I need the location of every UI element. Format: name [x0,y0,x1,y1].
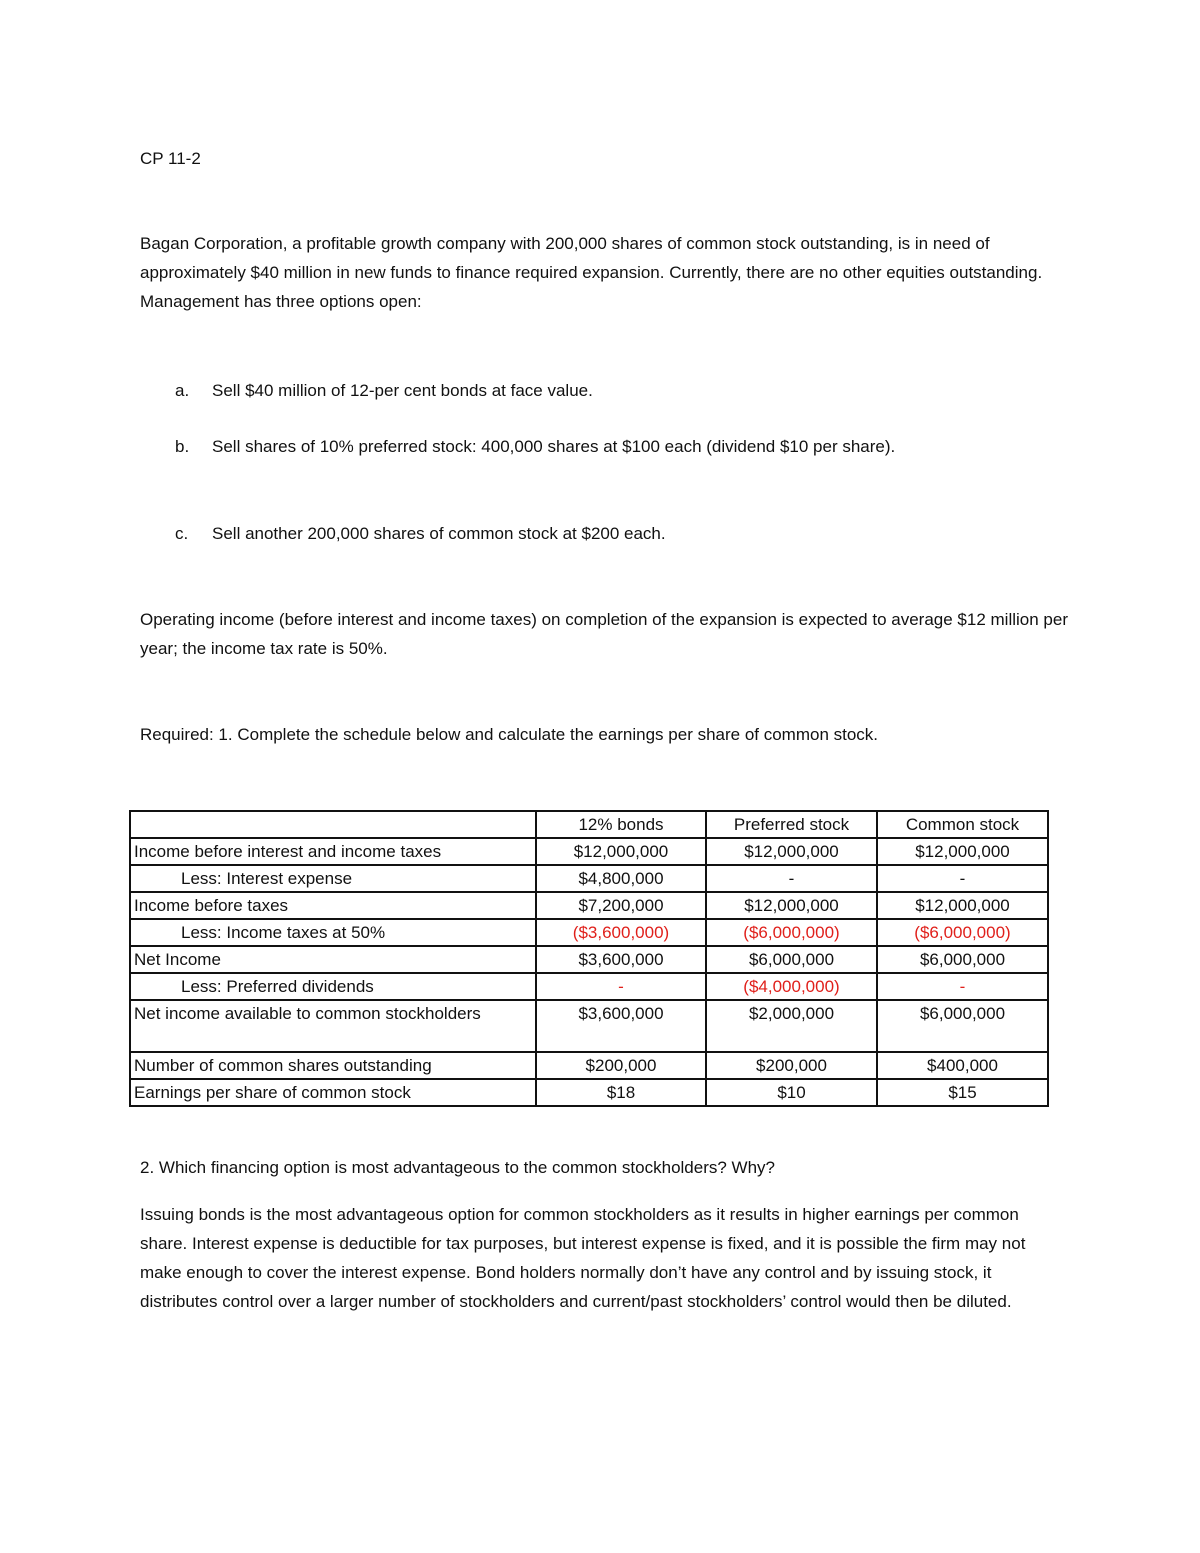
table-row [130,892,1048,919]
cell-preferred: $6,000,000 [706,946,877,973]
option-a-letter: a. [175,381,190,400]
table-row [130,838,1048,865]
cell-preferred: $10 [706,1079,877,1106]
cell-common: $12,000,000 [877,892,1048,919]
row-label: Net income available to common stockholders [130,1000,536,1052]
cell-bonds: $3,600,000 [536,946,706,973]
cell-common: - [877,973,1048,1000]
option-c-text: Sell another 200,000 shares of common stock at $200 each. [212,524,666,543]
cell-common: - [877,865,1048,892]
answer-2: Issuing bonds is the most advantageous option for common stockholders as it results in higher earnings per common share. Interest expense is deductible for tax purposes, but interest expense is fixed, and it is possible the firm may not make enough to cover the interest expense. Bond holders normally don’t have any control and by issuing stock, it distributes control over a larger number of stockholders and current/past stockholders’ control would then be diluted. [140,1205,1026,1311]
cell-common: $6,000,000 [877,1000,1048,1052]
cell-preferred: $2,000,000 [706,1000,877,1052]
required-paragraph: Required: 1. Complete the schedule below and calculate the earnings per share of common stock. [140,725,879,744]
cell-preferred: $200,000 [706,1052,877,1079]
cell-preferred: $12,000,000 [706,892,877,919]
cell-bonds: $200,000 [536,1052,706,1079]
table-row [130,865,1048,892]
cell-common: $400,000 [877,1052,1048,1079]
operating-paragraph: Operating income (before interest and income taxes) on completion of the expansion is expected to average $12 million per year; the income tax rate is 50%. [140,610,1068,658]
option-b-letter: b. [175,437,190,456]
header-blank [130,811,536,838]
earnings-schedule-table [129,810,1049,1107]
row-label: Less: Income taxes at 50% [130,919,536,946]
table-row [130,1052,1048,1079]
table-row [130,1079,1048,1106]
cell-preferred: - [706,865,877,892]
option-c [175,522,666,546]
cell-bonds: $4,800,000 [536,865,706,892]
row-label: Income before taxes [130,892,536,919]
header-common: Common stock [877,811,1048,838]
header-preferred: Preferred stock [706,811,877,838]
option-b [175,435,895,459]
cell-bonds: $3,600,000 [536,1000,706,1052]
cell-bonds: $18 [536,1079,706,1106]
page-title: CP 11-2 [140,149,201,168]
cell-preferred: $12,000,000 [706,838,877,865]
cell-bonds: $7,200,000 [536,892,706,919]
header-bonds: 12% bonds [536,811,706,838]
row-label: Number of common shares outstanding [130,1052,536,1079]
row-label: Less: Preferred dividends [130,973,536,1000]
cell-preferred: ($6,000,000) [706,919,877,946]
row-label: Income before interest and income taxes [130,838,536,865]
cell-common: ($6,000,000) [877,919,1048,946]
cell-bonds: ($3,600,000) [536,919,706,946]
table-row [130,973,1048,1000]
table-row [130,1000,1048,1052]
cell-common: $15 [877,1079,1048,1106]
option-c-letter: c. [175,524,189,543]
row-label: Less: Interest expense [130,865,536,892]
option-b-text: Sell shares of 10% preferred stock: 400,000 shares at $100 each (dividend $10 per share). [212,437,896,456]
option-a-text: Sell $40 million of 12-per cent bonds at face value. [212,381,593,400]
option-a [175,379,593,403]
cell-common: $12,000,000 [877,838,1048,865]
row-label: Net Income [130,946,536,973]
cell-preferred: ($4,000,000) [706,973,877,1000]
table-row [130,919,1048,946]
table-header-row [130,811,1048,838]
row-label: Earnings per share of common stock [130,1079,536,1106]
table-row [130,946,1048,973]
cell-bonds: - [536,973,706,1000]
cell-common: $6,000,000 [877,946,1048,973]
question-2: 2. Which financing option is most advantageous to the common stockholders? Why? [140,1158,776,1177]
cell-bonds: $12,000,000 [536,838,706,865]
intro-paragraph: Bagan Corporation, a profitable growth company with 200,000 shares of common stock outstanding, is in need of approximately $40 million in new funds to finance required expansion. Currently, there are no other equities outstanding. Management has three options open: [140,234,1043,311]
